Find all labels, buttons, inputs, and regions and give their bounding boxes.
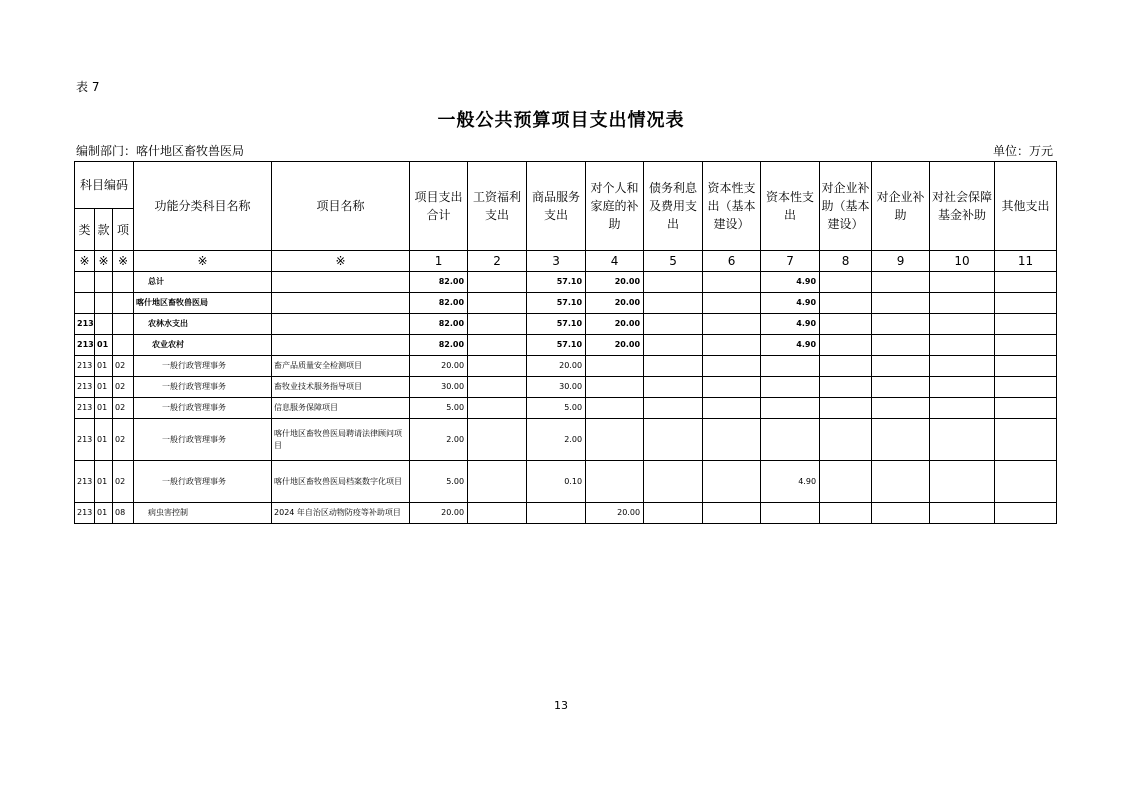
cell-project-name xyxy=(272,335,410,356)
cell-project-name: 畜产品质量安全检测项目 xyxy=(272,356,410,377)
cell-value-col-8 xyxy=(820,293,872,314)
cell-value-col-8 xyxy=(820,335,872,356)
cell-value-col-5 xyxy=(644,419,703,461)
cell-value-col-4 xyxy=(586,356,644,377)
cell-value-col-10 xyxy=(930,398,995,419)
cell-value-col-10 xyxy=(930,314,995,335)
cell-lei: 213 xyxy=(75,335,95,356)
cell-xiang: 02 xyxy=(113,356,134,377)
header-col-4: 对个人和家庭的补助 xyxy=(586,162,644,251)
cell-value-col-6 xyxy=(703,314,761,335)
cell-value-col-5 xyxy=(644,293,703,314)
cell-value-col-3: 5.00 xyxy=(527,398,586,419)
cell-lei xyxy=(75,293,95,314)
cell-project-name xyxy=(272,314,410,335)
cell-xiang xyxy=(113,314,134,335)
header-xiang: 项 xyxy=(113,209,134,251)
cell-lei xyxy=(75,272,95,293)
cell-value-col-11 xyxy=(995,314,1057,335)
header-project-name: 项目名称 xyxy=(272,162,410,251)
cell-value-col-6 xyxy=(703,293,761,314)
col-num-3: 3 xyxy=(527,251,586,272)
budget-table xyxy=(74,161,1057,524)
cell-func-name: 一般行政管理事务 xyxy=(134,377,272,398)
table-row xyxy=(75,356,1057,377)
mark-xiang: ※ xyxy=(113,251,134,272)
cell-func-name: 一般行政管理事务 xyxy=(134,356,272,377)
cell-value-col-1: 82.00 xyxy=(410,335,468,356)
cell-project-name: 畜牧业技术服务指导项目 xyxy=(272,377,410,398)
cell-kuan xyxy=(95,272,113,293)
cell-project-name: 2024 年自治区动物防疫等补助项目 xyxy=(272,503,410,524)
cell-xiang: 02 xyxy=(113,419,134,461)
col-num-7: 7 xyxy=(761,251,820,272)
cell-value-col-3: 57.10 xyxy=(527,335,586,356)
cell-value-col-2 xyxy=(468,398,527,419)
cell-value-col-4 xyxy=(586,461,644,503)
cell-value-col-5 xyxy=(644,314,703,335)
cell-value-col-2 xyxy=(468,503,527,524)
cell-project-name xyxy=(272,293,410,314)
page-title: 一般公共预算项目支出情况表 xyxy=(437,110,685,131)
cell-value-col-6 xyxy=(703,461,761,503)
cell-lei: 213 xyxy=(75,377,95,398)
cell-value-col-8 xyxy=(820,272,872,293)
cell-value-col-2 xyxy=(468,356,527,377)
cell-value-col-11 xyxy=(995,293,1057,314)
cell-value-col-1: 82.00 xyxy=(410,272,468,293)
cell-value-col-2 xyxy=(468,293,527,314)
cell-xiang xyxy=(113,272,134,293)
cell-value-col-2 xyxy=(468,272,527,293)
cell-value-col-7 xyxy=(761,398,820,419)
header-col-6: 资本性支出（基本建设） xyxy=(703,162,761,251)
cell-value-col-5 xyxy=(644,272,703,293)
cell-value-col-2 xyxy=(468,377,527,398)
col-num-1: 1 xyxy=(410,251,468,272)
cell-kuan: 01 xyxy=(95,398,113,419)
cell-value-col-8 xyxy=(820,419,872,461)
cell-value-col-3 xyxy=(527,503,586,524)
cell-value-col-1: 5.00 xyxy=(410,398,468,419)
cell-value-col-9 xyxy=(872,314,930,335)
cell-value-col-6 xyxy=(703,272,761,293)
col-num-4: 4 xyxy=(586,251,644,272)
cell-lei: 213 xyxy=(75,398,95,419)
cell-value-col-8 xyxy=(820,356,872,377)
cell-value-col-4 xyxy=(586,377,644,398)
mark-kuan: ※ xyxy=(95,251,113,272)
cell-value-col-6 xyxy=(703,503,761,524)
cell-lei: 213 xyxy=(75,314,95,335)
cell-value-col-7 xyxy=(761,356,820,377)
cell-value-col-5 xyxy=(644,503,703,524)
cell-value-col-6 xyxy=(703,419,761,461)
cell-value-col-5 xyxy=(644,461,703,503)
mark-lei: ※ xyxy=(75,251,95,272)
cell-lei: 213 xyxy=(75,503,95,524)
table-row xyxy=(75,419,1057,461)
col-num-10: 10 xyxy=(930,251,995,272)
table-row xyxy=(75,272,1057,293)
cell-xiang: 02 xyxy=(113,461,134,503)
cell-value-col-10 xyxy=(930,503,995,524)
header-subject-code: 科目编码 xyxy=(75,162,134,209)
cell-kuan: 01 xyxy=(95,503,113,524)
col-num-5: 5 xyxy=(644,251,703,272)
cell-value-col-9 xyxy=(872,461,930,503)
cell-value-col-3: 57.10 xyxy=(527,314,586,335)
cell-value-col-9 xyxy=(872,377,930,398)
cell-value-col-11 xyxy=(995,503,1057,524)
cell-value-col-6 xyxy=(703,377,761,398)
cell-func-name: 一般行政管理事务 xyxy=(134,398,272,419)
cell-xiang: 02 xyxy=(113,377,134,398)
cell-value-col-8 xyxy=(820,503,872,524)
header-col-11: 其他支出 xyxy=(995,162,1057,251)
department-label: 编制部门：喀什地区畜牧兽医局 xyxy=(76,144,245,158)
cell-func-name: 农林水支出 xyxy=(134,314,272,335)
col-num-6: 6 xyxy=(703,251,761,272)
cell-value-col-11 xyxy=(995,419,1057,461)
cell-value-col-2 xyxy=(468,335,527,356)
cell-value-col-9 xyxy=(872,335,930,356)
cell-value-col-3: 57.10 xyxy=(527,293,586,314)
cell-project-name: 信息服务保障项目 xyxy=(272,398,410,419)
cell-kuan: 01 xyxy=(95,419,113,461)
cell-value-col-10 xyxy=(930,356,995,377)
cell-value-col-7: 4.90 xyxy=(761,272,820,293)
cell-value-col-3: 0.10 xyxy=(527,461,586,503)
cell-project-name: 喀什地区畜牧兽医局聘请法律顾问项目 xyxy=(272,419,410,461)
cell-lei: 213 xyxy=(75,461,95,503)
header-col-2: 工资福利支出 xyxy=(468,162,527,251)
cell-value-col-1: 82.00 xyxy=(410,293,468,314)
cell-value-col-1: 2.00 xyxy=(410,419,468,461)
cell-value-col-11 xyxy=(995,398,1057,419)
cell-value-col-1: 20.00 xyxy=(410,356,468,377)
cell-value-col-11 xyxy=(995,356,1057,377)
cell-value-col-10 xyxy=(930,419,995,461)
cell-value-col-3: 30.00 xyxy=(527,377,586,398)
cell-func-name: 总计 xyxy=(134,272,272,293)
cell-func-name: 一般行政管理事务 xyxy=(134,419,272,461)
cell-xiang xyxy=(113,335,134,356)
cell-kuan: 01 xyxy=(95,461,113,503)
cell-value-col-4 xyxy=(586,419,644,461)
table-row xyxy=(75,335,1057,356)
header-col-7: 资本性支出 xyxy=(761,162,820,251)
cell-value-col-9 xyxy=(872,293,930,314)
table-row xyxy=(75,398,1057,419)
cell-value-col-10 xyxy=(930,461,995,503)
header-col-3: 商品服务支出 xyxy=(527,162,586,251)
cell-value-col-8 xyxy=(820,398,872,419)
cell-value-col-2 xyxy=(468,419,527,461)
cell-value-col-4: 20.00 xyxy=(586,293,644,314)
table-row xyxy=(75,314,1057,335)
cell-value-col-9 xyxy=(872,398,930,419)
cell-value-col-11 xyxy=(995,335,1057,356)
mark-func-name: ※ xyxy=(134,251,272,272)
cell-kuan xyxy=(95,314,113,335)
cell-value-col-7: 4.90 xyxy=(761,293,820,314)
cell-value-col-6 xyxy=(703,398,761,419)
col-num-8: 8 xyxy=(820,251,872,272)
cell-xiang xyxy=(113,293,134,314)
cell-kuan: 01 xyxy=(95,356,113,377)
cell-project-name: 喀什地区畜牧兽医局档案数字化项目 xyxy=(272,461,410,503)
cell-value-col-7: 4.90 xyxy=(761,335,820,356)
unit-label: 单位：万元 xyxy=(992,144,1053,158)
mark-project-name: ※ xyxy=(272,251,410,272)
cell-value-col-11 xyxy=(995,461,1057,503)
cell-value-col-5 xyxy=(644,377,703,398)
cell-xiang: 08 xyxy=(113,503,134,524)
cell-value-col-8 xyxy=(820,377,872,398)
cell-value-col-9 xyxy=(872,503,930,524)
table-row xyxy=(75,503,1057,524)
cell-value-col-7 xyxy=(761,503,820,524)
header-col-10: 对社会保障基金补助 xyxy=(930,162,995,251)
cell-value-col-11 xyxy=(995,377,1057,398)
cell-func-name: 喀什地区畜牧兽医局 xyxy=(134,293,272,314)
cell-value-col-2 xyxy=(468,314,527,335)
cell-func-name: 农业农村 xyxy=(134,335,272,356)
cell-project-name xyxy=(272,272,410,293)
cell-kuan: 01 xyxy=(95,335,113,356)
table-row xyxy=(75,461,1057,503)
cell-value-col-4: 20.00 xyxy=(586,335,644,356)
cell-value-col-6 xyxy=(703,335,761,356)
page-number: 13 xyxy=(554,699,568,712)
cell-value-col-1: 82.00 xyxy=(410,314,468,335)
col-num-9: 9 xyxy=(872,251,930,272)
cell-value-col-5 xyxy=(644,335,703,356)
cell-kuan xyxy=(95,293,113,314)
header-col-5: 债务利息及费用支出 xyxy=(644,162,703,251)
cell-value-col-3: 57.10 xyxy=(527,272,586,293)
cell-value-col-7: 4.90 xyxy=(761,461,820,503)
cell-value-col-7 xyxy=(761,377,820,398)
table-number: 表 7 xyxy=(76,80,100,94)
cell-value-col-5 xyxy=(644,356,703,377)
cell-value-col-10 xyxy=(930,377,995,398)
cell-value-col-7: 4.90 xyxy=(761,314,820,335)
table-row xyxy=(75,293,1057,314)
cell-value-col-7 xyxy=(761,419,820,461)
cell-value-col-9 xyxy=(872,356,930,377)
cell-value-col-9 xyxy=(872,419,930,461)
cell-value-col-3: 2.00 xyxy=(527,419,586,461)
cell-func-name: 一般行政管理事务 xyxy=(134,461,272,503)
cell-lei: 213 xyxy=(75,419,95,461)
table-body xyxy=(75,272,1057,524)
cell-value-col-10 xyxy=(930,293,995,314)
cell-value-col-8 xyxy=(820,461,872,503)
header-col-9: 对企业补助 xyxy=(872,162,930,251)
header-func-name: 功能分类科目名称 xyxy=(134,162,272,251)
cell-value-col-2 xyxy=(468,461,527,503)
cell-value-col-1: 20.00 xyxy=(410,503,468,524)
cell-value-col-4: 20.00 xyxy=(586,503,644,524)
cell-xiang: 02 xyxy=(113,398,134,419)
cell-kuan: 01 xyxy=(95,377,113,398)
cell-value-col-3: 20.00 xyxy=(527,356,586,377)
cell-value-col-9 xyxy=(872,272,930,293)
cell-lei: 213 xyxy=(75,356,95,377)
cell-value-col-1: 5.00 xyxy=(410,461,468,503)
cell-func-name: 病虫害控制 xyxy=(134,503,272,524)
cell-value-col-6 xyxy=(703,356,761,377)
cell-value-col-4: 20.00 xyxy=(586,272,644,293)
table-row xyxy=(75,377,1057,398)
cell-value-col-4 xyxy=(586,398,644,419)
header-col-1: 项目支出合计 xyxy=(410,162,468,251)
cell-value-col-1: 30.00 xyxy=(410,377,468,398)
cell-value-col-11 xyxy=(995,272,1057,293)
col-num-11: 11 xyxy=(995,251,1057,272)
header-lei: 类 xyxy=(75,209,95,251)
cell-value-col-10 xyxy=(930,335,995,356)
header-kuan: 款 xyxy=(95,209,113,251)
cell-value-col-4: 20.00 xyxy=(586,314,644,335)
cell-value-col-5 xyxy=(644,398,703,419)
header-col-8: 对企业补助（基本建设） xyxy=(820,162,872,251)
col-num-2: 2 xyxy=(468,251,527,272)
cell-value-col-10 xyxy=(930,272,995,293)
cell-value-col-8 xyxy=(820,314,872,335)
